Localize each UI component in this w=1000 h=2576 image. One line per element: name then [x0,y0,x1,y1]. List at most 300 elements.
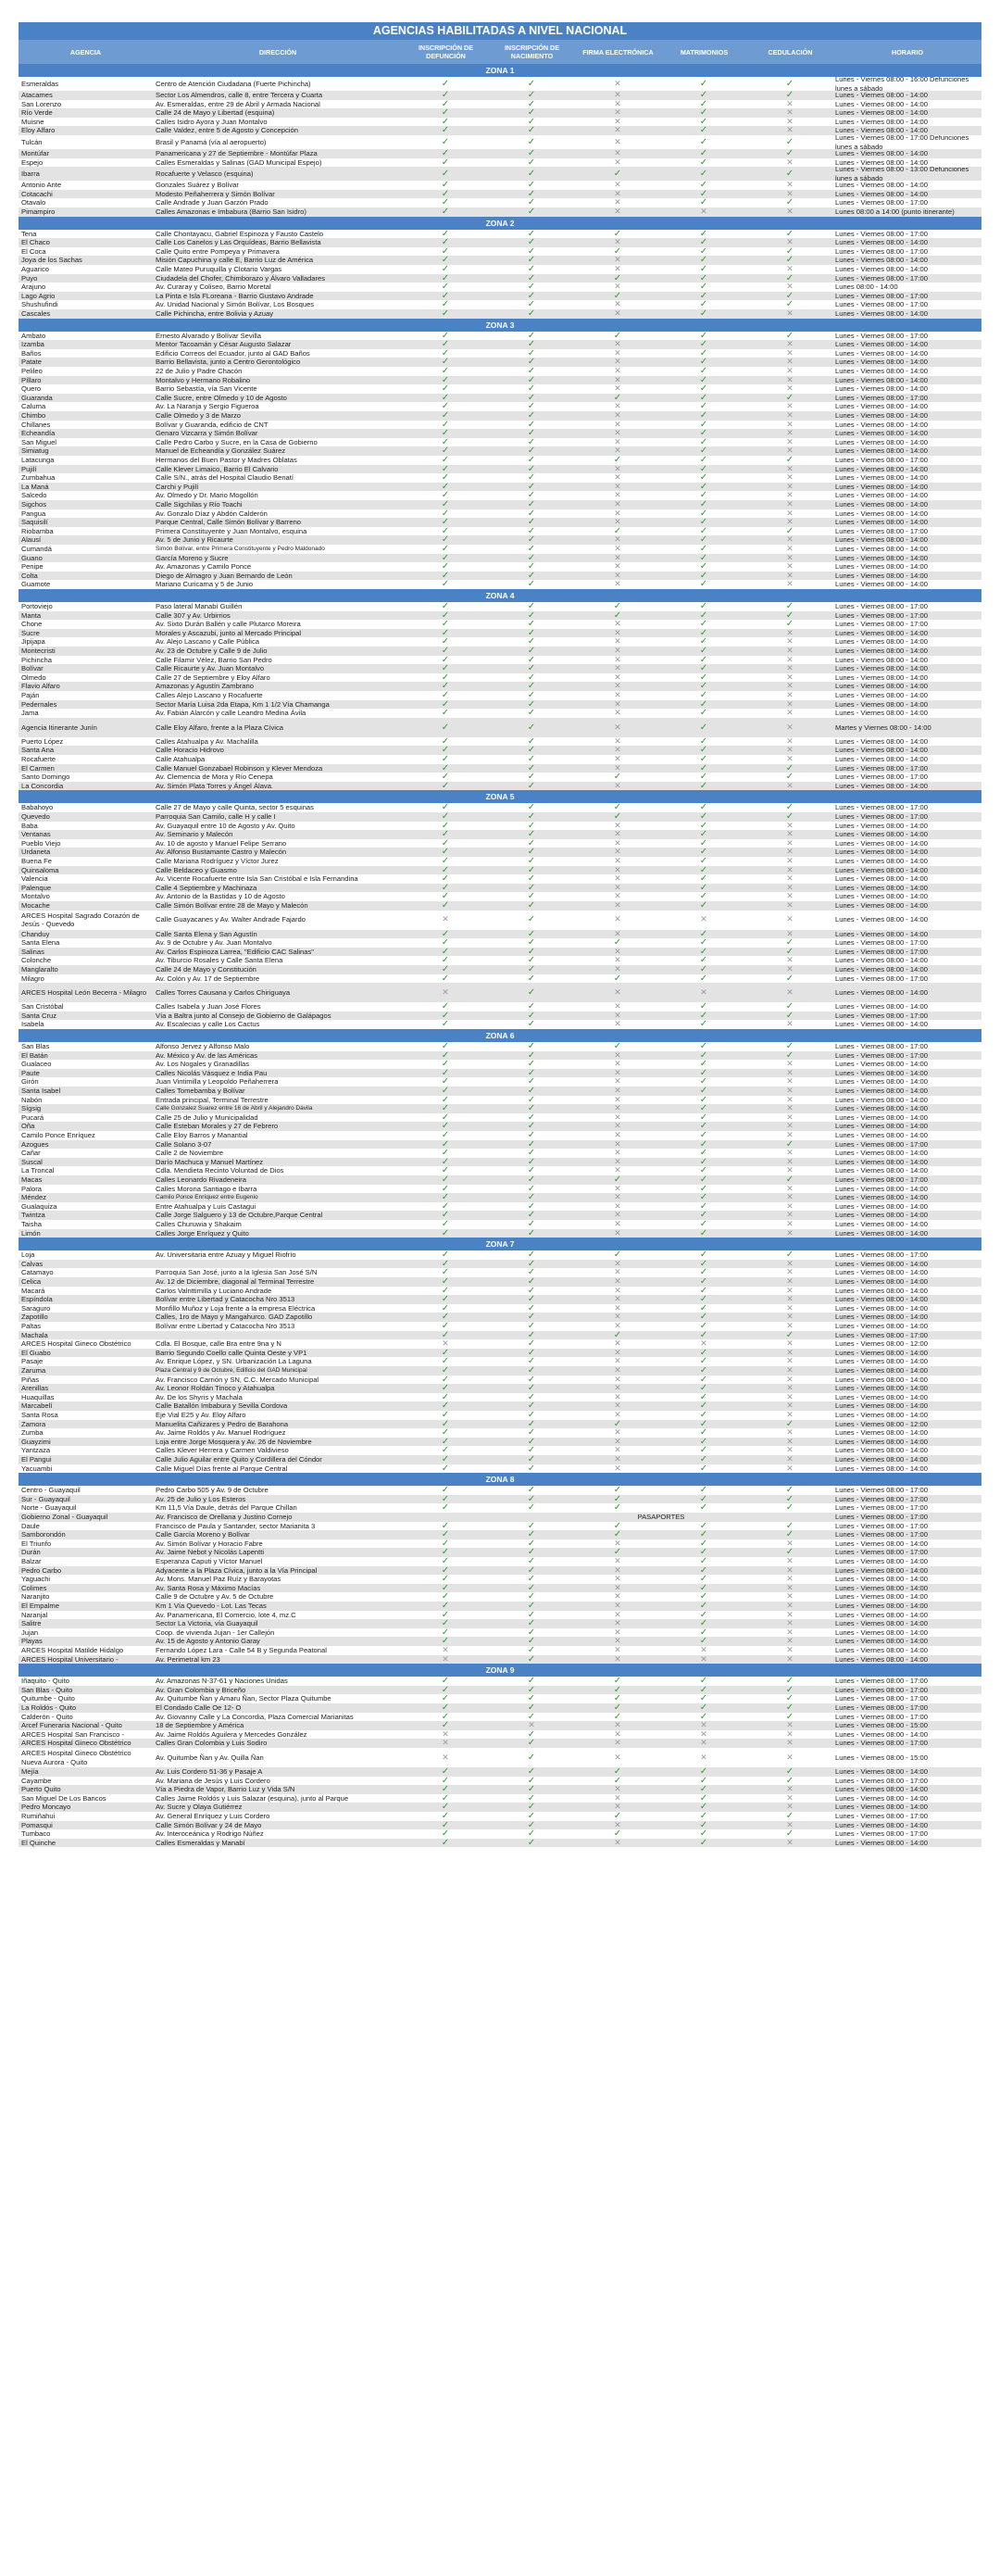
check-icon-nacimiento: ✓ [527,99,536,109]
check-icon-nacimiento: ✓ [527,1357,536,1366]
check-icon-defuncion: ✓ [441,812,450,822]
table-row [19,265,981,274]
cross-icon-firma: ✕ [614,1721,621,1730]
agency-schedule: Lunes - Viernes 08:00 - 14:00 [835,91,928,100]
table-row [19,830,981,839]
cross-icon-cedulacion: ✕ [786,265,794,274]
cross-icon-firma: ✕ [614,746,621,755]
agency-name: ARCES Hospital San Francisco - [21,1729,124,1739]
check-icon-firma: ✓ [613,812,622,822]
agency-address: Av. Vicente Rocafuerte entre Isla San Cristóbal e Isla Fernandina [156,874,358,884]
check-icon-matrimonios: ✓ [699,1131,708,1140]
table-row [19,1122,981,1131]
check-icon-defuncion: ✓ [441,1392,450,1402]
agency-name: Espíndola [21,1295,53,1304]
table-row [19,1185,981,1194]
check-icon-cedulacion: ✓ [785,1486,794,1495]
check-icon-nacimiento: ✓ [527,207,536,217]
table-row [19,901,981,911]
cross-icon-cedulacion: ✕ [786,1375,794,1384]
table-row [19,1803,981,1812]
check-icon-nacimiento: ✓ [527,1575,536,1584]
check-icon-defuncion: ✓ [441,1565,450,1576]
agency-address: Cdla. Mendieta Recinto Voluntad de Dios [156,1166,284,1175]
table-row [19,737,981,747]
agency-schedule: Lunes - Viernes 08:00 - 14:00 [835,647,928,656]
agency-name: Milagro [21,974,44,983]
agency-schedule: Lunes - Viernes 08:00 - 14:00 [835,746,928,755]
cross-icon-firma: ✕ [614,1322,621,1331]
check-icon-firma: ✓ [613,1703,622,1713]
table-row [19,983,981,1002]
table-row [19,1628,981,1638]
table-row [19,884,981,893]
check-icon-matrimonios: ✓ [699,309,708,319]
agency-name: San Cristóbal [21,1002,64,1012]
check-icon-defuncion: ✓ [441,1785,450,1794]
table-row [19,158,981,168]
agency-schedule: Lunes - Viernes 08:00 - 14:00 [835,664,928,673]
check-icon-firma: ✓ [613,1685,622,1695]
check-icon-cedulacion: ✓ [785,1685,794,1695]
table-row [19,647,981,656]
table-row [19,755,981,764]
agency-address: Calle Klever Limaico, Barrio El Calvario [156,464,279,473]
agency-address: Gonzales Suárez y Bolívar [156,181,239,190]
check-icon-firma: ✓ [613,291,622,301]
cross-icon-cedulacion: ✕ [786,1201,794,1211]
table-header [19,40,981,64]
agency-schedule: Lunes - Viernes 08:00 - 17:00 [835,1050,928,1060]
check-icon-matrimonios: ✓ [699,456,708,465]
check-icon-nacimiento: ✓ [527,198,536,207]
agency-address: Montalvo y Hermano Robalino [156,375,251,384]
table-row [19,1420,981,1429]
agency-name: ARCES Hospital Universitario - [21,1654,119,1664]
cross-icon-cedulacion: ✕ [786,429,794,438]
check-icon-cedulacion: ✓ [785,1812,794,1821]
col-header-direccion: DIRECCIÓN [258,47,297,57]
check-icon-defuncion: ✓ [441,803,450,812]
check-icon-defuncion: ✓ [441,628,450,638]
agency-name: Antonio Ante [21,181,62,190]
agency-address: Calle 24 de Mayo y Constitución [156,965,256,974]
agency-address: Calles Atahualpa y Av. Machalilla [156,736,258,746]
check-icon-cedulacion: ✓ [785,198,794,207]
agency-name: Taisha [21,1220,42,1229]
check-icon-defuncion: ✓ [441,1259,450,1269]
check-icon-defuncion: ✓ [441,1201,450,1212]
table-row [19,629,981,638]
cross-icon-firma: ✕ [614,126,621,135]
agency-schedule: Lunes - Viernes 08:00 - 14:00 [835,1131,928,1140]
cross-icon-firma: ✕ [614,682,621,691]
check-icon-defuncion: ✓ [441,892,450,901]
cross-icon-cedulacion: ✕ [786,535,794,545]
check-icon-nacimiento: ✓ [527,773,536,782]
agency-address: Juan Vintimilla y Leopoldo Peñaherrera [156,1077,279,1087]
agency-name: Pichincha [21,655,52,664]
cross-icon-firma: ✕ [614,722,621,732]
agency-schedule: Lunes - Viernes 08:00 - 14:00 [835,1392,928,1401]
check-icon-nacimiento: ✓ [527,1838,536,1848]
agency-schedule: Lunes - Viernes 08:00 - 14:00 [835,340,928,349]
agency-name: El Pangui [21,1455,52,1464]
check-icon-matrimonios: ✓ [699,746,708,755]
check-icon-nacimiento: ✓ [527,1011,536,1021]
agency-address: Km 1 Vía Quevedo - Lot. Las Tecas [156,1602,267,1611]
check-icon-firma: ✓ [613,773,622,782]
agency-name: Puyo [21,273,38,283]
agency-address: Av. General Enríquez y Luis Cordero [156,1812,270,1821]
cross-icon-firma: ✕ [614,1793,621,1803]
check-icon-nacimiento: ✓ [527,1752,536,1763]
check-icon-nacimiento: ✓ [527,1175,536,1185]
check-icon-nacimiento: ✓ [527,1250,536,1260]
agency-schedule: Lunes - Viernes 08:00 - 17:00 [835,974,928,983]
cross-icon-firma: ✕ [614,1277,621,1287]
check-icon-nacimiento: ✓ [527,526,536,536]
agency-schedule: Lunes - Viernes 08:00 - 14:00 [835,883,928,892]
cross-icon-cedulacion: ✕ [786,411,794,421]
agency-schedule: Lunes - Viernes 08:00 - 14:00 [835,309,928,319]
check-icon-defuncion: ✓ [441,1401,450,1411]
check-icon-matrimonios: ✓ [699,1184,708,1194]
agency-schedule: Lunes - Viernes 08:00 - 14:00 [835,637,928,647]
agency-schedule: Lunes - Viernes 08:00 - 13:00 Defunciones lunes a sábado [835,167,969,182]
check-icon-defuncion: ✓ [441,1703,450,1713]
check-icon-defuncion: ✓ [441,1139,450,1150]
check-icon-matrimonios: ✓ [699,1175,708,1185]
cross-icon-cedulacion: ✕ [786,283,794,292]
check-icon-defuncion: ✓ [441,883,450,893]
agency-address: Calle Eloy Alfaro, frente a la Plaza Cívica [156,723,284,732]
cross-icon-firma: ✕ [614,384,621,394]
agency-name: Pangua [21,509,46,518]
cross-icon-cedulacion: ✕ [786,1803,794,1812]
check-icon-defuncion: ✓ [441,91,450,100]
check-icon-matrimonios: ✓ [699,402,708,411]
check-icon-nacimiento: ✓ [527,348,536,358]
cross-icon-firma: ✕ [614,1401,621,1411]
table-row [19,948,981,957]
agency-address: Misión Capuchina y calle E, Barrio Luz de América [156,256,314,265]
cross-icon-firma: ✕ [614,136,621,146]
check-icon-defuncion: ✓ [441,437,450,447]
table-row [19,1530,981,1539]
cross-icon-cedulacion: ✕ [786,830,794,839]
table-row [19,848,981,857]
check-icon-nacimiento: ✓ [527,974,536,984]
agency-address: Calle 24 de Mayo y Libertad (esquina) [156,108,275,118]
check-icon-cedulacion: ✓ [785,136,794,147]
agency-name: Otavalo [21,198,46,207]
cross-icon-cedulacion: ✕ [786,956,794,965]
agency-name: Sígsig [21,1104,42,1113]
check-icon-defuncion: ✓ [441,655,450,665]
check-icon-matrimonios: ✓ [699,1384,708,1393]
table-row [19,1713,981,1722]
agency-name: Buena Fe [21,857,52,866]
cross-icon-firma: ✕ [614,1557,621,1566]
check-icon-nacimiento: ✓ [527,1455,536,1464]
check-icon-defuncion: ✓ [441,1694,450,1703]
check-icon-matrimonios: ✓ [699,1637,708,1646]
agency-name: Paltas [21,1322,42,1331]
check-icon-nacimiento: ✓ [527,1313,536,1322]
zone-header: ZONA 8 [19,1473,981,1486]
agency-name: Santa Ana [21,746,55,755]
check-icon-nacimiento: ✓ [527,883,536,893]
agency-name: Pedro Carbo [21,1565,62,1575]
cross-icon-matrimonios: ✕ [700,207,707,217]
cross-icon-cedulacion: ✕ [786,1104,794,1113]
table-row [19,1767,981,1777]
table-row [19,518,981,527]
table-row [19,1295,981,1304]
check-icon-matrimonios: ✓ [699,1112,708,1123]
check-icon-matrimonios: ✓ [699,291,708,301]
check-icon-matrimonios: ✓ [699,1610,708,1620]
agency-schedule: Lunes - Viernes 08:00 - 14:00 [835,1610,928,1619]
agency-name: El Empalme [21,1602,59,1611]
agency-name: Mejía [21,1767,39,1777]
agency-address: Calle Gonzalez Suarez entre 16 de Abril y Alejandro Dávila [156,1105,313,1112]
check-icon-defuncion: ✓ [441,358,450,367]
agency-name: Pueblo Viejo [21,838,61,848]
cross-icon-firma: ✕ [614,1437,621,1446]
check-icon-matrimonios: ✓ [699,1201,708,1212]
check-icon-firma: ✓ [613,1503,622,1513]
cross-icon-firma: ✕ [614,691,621,700]
check-icon-matrimonios: ✓ [699,1539,708,1549]
cross-icon-cedulacion: ✕ [786,562,794,572]
cross-icon-cedulacion: ✕ [786,1729,794,1739]
table-row [19,309,981,319]
table-row [19,126,981,135]
check-icon-matrimonios: ✓ [699,331,708,341]
agency-address: La Pinta e Isla FLoreana - Barrio Gustavo Andrade [156,291,314,300]
check-icon-nacimiento: ✓ [527,300,536,309]
check-icon-cedulacion: ✓ [785,1694,794,1703]
agency-name: Penipe [21,562,44,572]
cross-icon-matrimonios: ✕ [700,1721,707,1730]
check-icon-defuncion: ✓ [441,830,450,839]
agency-name: Ibarra [21,169,40,178]
check-icon-firma: ✓ [613,456,622,465]
agency-name: Tena [21,229,37,238]
check-icon-cedulacion: ✓ [785,229,794,239]
table-row [19,167,981,181]
agency-address: Calles Leonardo Rivadeneira [156,1175,246,1185]
agency-address: Carchi y Pujilí [156,482,199,491]
agency-schedule: Lunes - Viernes 08:00 - 14:00 [835,892,928,901]
agency-name: Tumbaco [21,1829,51,1839]
check-icon-defuncion: ✓ [441,736,450,747]
agency-schedule: Lunes - Viernes 08:00 - 14:00 [835,1228,928,1238]
agency-schedule: Lunes - Viernes 08:00 - 14:00 [835,1437,928,1446]
check-icon-nacimiento: ✓ [527,1785,536,1794]
cross-icon-firma: ✕ [614,883,621,892]
check-icon-nacimiento: ✓ [527,1637,536,1646]
check-icon-nacimiento: ✓ [527,1583,536,1593]
agency-schedule: Lunes - Viernes 08:00 - 14:00 [835,1592,928,1602]
check-icon-nacimiento: ✓ [527,1610,536,1620]
agency-name: Cayambe [21,1776,52,1785]
check-icon-nacimiento: ✓ [527,358,536,367]
cross-icon-firma: ✕ [614,91,621,100]
check-icon-matrimonios: ✓ [699,553,708,563]
table-row [19,1020,981,1029]
table-row [19,135,981,149]
cross-icon-nacimiento: ✕ [528,1721,535,1730]
cross-icon-cedulacion: ✕ [786,1193,794,1202]
agency-name: Gobierno Zonal - Guayaquil [21,1513,108,1522]
agency-name: Balzar [21,1557,42,1566]
agency-name: San Lorenzo [21,99,62,108]
check-icon-nacimiento: ✓ [527,340,536,349]
check-icon-defuncion: ✓ [441,149,450,158]
agency-name: Saraguro [21,1303,51,1313]
agency-schedule: Lunes - Viernes 08:00 - 17:00 [835,1486,928,1495]
cross-icon-firma: ✕ [614,821,621,830]
check-icon-defuncion: ✓ [441,375,450,385]
check-icon-nacimiento: ✓ [527,1464,536,1474]
check-icon-cedulacion: ✓ [785,763,794,773]
agency-schedule: Lunes - Viernes 08:00 - 14:00 [835,1820,928,1829]
check-icon-defuncion: ✓ [441,1530,450,1539]
agency-name: Mocache [21,901,50,911]
table-row [19,866,981,875]
cross-icon-cedulacion: ✕ [786,1602,794,1611]
check-icon-matrimonios: ✓ [699,1042,708,1051]
check-icon-matrimonios: ✓ [699,1087,708,1096]
check-icon-nacimiento: ✓ [527,655,536,665]
table-row [19,77,981,91]
check-icon-defuncion: ✓ [441,229,450,239]
table-row [19,1002,981,1012]
cross-icon-cedulacion: ✕ [786,1411,794,1420]
check-icon-nacimiento: ✓ [527,367,536,376]
cross-icon-cedulacion: ✕ [786,1077,794,1087]
cross-icon-firma: ✕ [614,1575,621,1584]
agency-schedule: Lunes - Viernes 08:00 - 14:00 [835,189,928,198]
check-icon-matrimonios: ✓ [699,562,708,572]
agency-name: Catamayo [21,1268,54,1277]
agency-schedule: Lunes - Viernes 08:00 - 14:00 [835,874,928,884]
table-row [19,839,981,848]
check-icon-matrimonios: ✓ [699,938,708,948]
table-row [19,1140,981,1150]
agency-name: Rumiñahui [21,1812,56,1821]
agency-address: Av. 23 de Octubre y Calle 9 de Julio [156,647,268,656]
check-icon-nacimiento: ✓ [527,446,536,456]
col-header-matrimonios: MATRIMONIOS [680,47,729,57]
agency-name: Quitumbe - Quito [21,1694,75,1703]
agency-address: Av. Guayaquil entre 10 de Agosto y Av. Quito [156,821,295,830]
agency-name: Colimes [21,1583,47,1592]
table-row [19,572,981,581]
agency-address: Ernesto Alvarado y Bolívar Sevilla [156,331,261,340]
agency-schedule: Lunes - Viernes 08:00 - 14:00 [835,1268,928,1277]
table-row [19,1051,981,1061]
check-icon-nacimiento: ✓ [527,157,536,168]
cross-icon-cedulacion: ✕ [786,238,794,247]
cross-icon-cedulacion: ✕ [786,781,794,790]
cross-icon-firma: ✕ [614,1112,621,1122]
agency-name: Joya de los Sachas [21,256,82,265]
table-row [19,700,981,710]
check-icon-matrimonios: ✓ [699,1494,708,1504]
agency-schedule: Lunes - Viernes 08:00 - 17:00 [835,291,928,300]
cross-icon-firma: ✕ [614,1803,621,1812]
cross-icon-firma: ✕ [614,1131,621,1140]
agency-address: Sector La Victoria, vía Guayaquil [156,1619,258,1628]
agency-schedule: Lunes - Viernes 08:00 - 14:00 [835,1557,928,1566]
check-icon-nacimiento: ✓ [527,1228,536,1238]
cross-icon-cedulacion: ✕ [786,1095,794,1104]
check-icon-matrimonios: ✓ [699,482,708,492]
agency-schedule: Lunes - Viernes 08:00 - 14:00 [835,1838,928,1847]
agency-schedule: Lunes - Viernes 08:00 - 17:00 [835,1703,928,1713]
check-icon-defuncion: ✓ [441,1494,450,1504]
check-icon-defuncion: ✓ [441,1557,450,1566]
table-row [19,1677,981,1686]
agency-schedule: Lunes - Viernes 08:00 - 16:00 Defunciones lunes a sábado [835,77,969,91]
cross-icon-firma: ✕ [614,830,621,839]
agency-address: Calle Solano 3-07 [156,1139,212,1149]
agency-schedule: Lunes - Viernes 08:00 - 14:00 [835,1729,928,1739]
check-icon-nacimiento: ✓ [527,464,536,474]
check-icon-matrimonios: ✓ [699,238,708,247]
table-row [19,1513,981,1522]
agency-address: Calle 27 de Septiembre y Eloy Alfaro [156,672,270,682]
check-icon-defuncion: ✓ [441,691,450,700]
check-icon-nacimiento: ✓ [527,746,536,755]
agency-name: Pasaje [21,1357,44,1366]
cross-icon-firma: ✕ [614,117,621,126]
agency-address: Pedro Carbo 505 y Av. 9 de Octubre [156,1486,269,1495]
agency-schedule: Lunes - Viernes 08:00 - 17:00 [835,1011,928,1020]
cross-icon-cedulacion: ✕ [786,664,794,673]
cross-icon-firma: ✕ [614,1020,621,1029]
cross-icon-cedulacion: ✕ [786,1268,794,1277]
agency-name: Sigchos [21,500,47,509]
check-icon-matrimonios: ✓ [699,1104,708,1113]
check-icon-defuncion: ✓ [441,393,450,403]
check-icon-cedulacion: ✓ [785,610,794,621]
check-icon-nacimiento: ✓ [527,901,536,911]
table-row [19,1637,981,1646]
table-row [19,892,981,901]
check-icon-nacimiento: ✓ [527,1592,536,1602]
agency-name: San Miguel [21,437,56,446]
check-icon-nacimiento: ✓ [527,78,536,89]
cross-icon-cedulacion: ✕ [786,1539,794,1548]
agency-schedule: Lunes - Viernes 08:00 - 12:00 [835,1419,928,1428]
cross-icon-firma: ✕ [614,1602,621,1611]
check-icon-cedulacion: ✓ [785,1330,794,1340]
agency-address: Calle Quito entre Pompeya y Primavera [156,246,280,256]
cross-icon-cedulacion: ✕ [786,437,794,446]
check-icon-nacimiento: ✓ [527,1384,536,1393]
cross-icon-firma: ✕ [614,482,621,491]
check-icon-matrimonios: ✓ [699,812,708,822]
table-row [19,1777,981,1786]
agency-address: Entrada principal, Terminal Terrestre [156,1095,269,1104]
check-icon-cedulacion: ✓ [785,273,794,283]
check-icon-defuncion: ✓ [441,500,450,509]
